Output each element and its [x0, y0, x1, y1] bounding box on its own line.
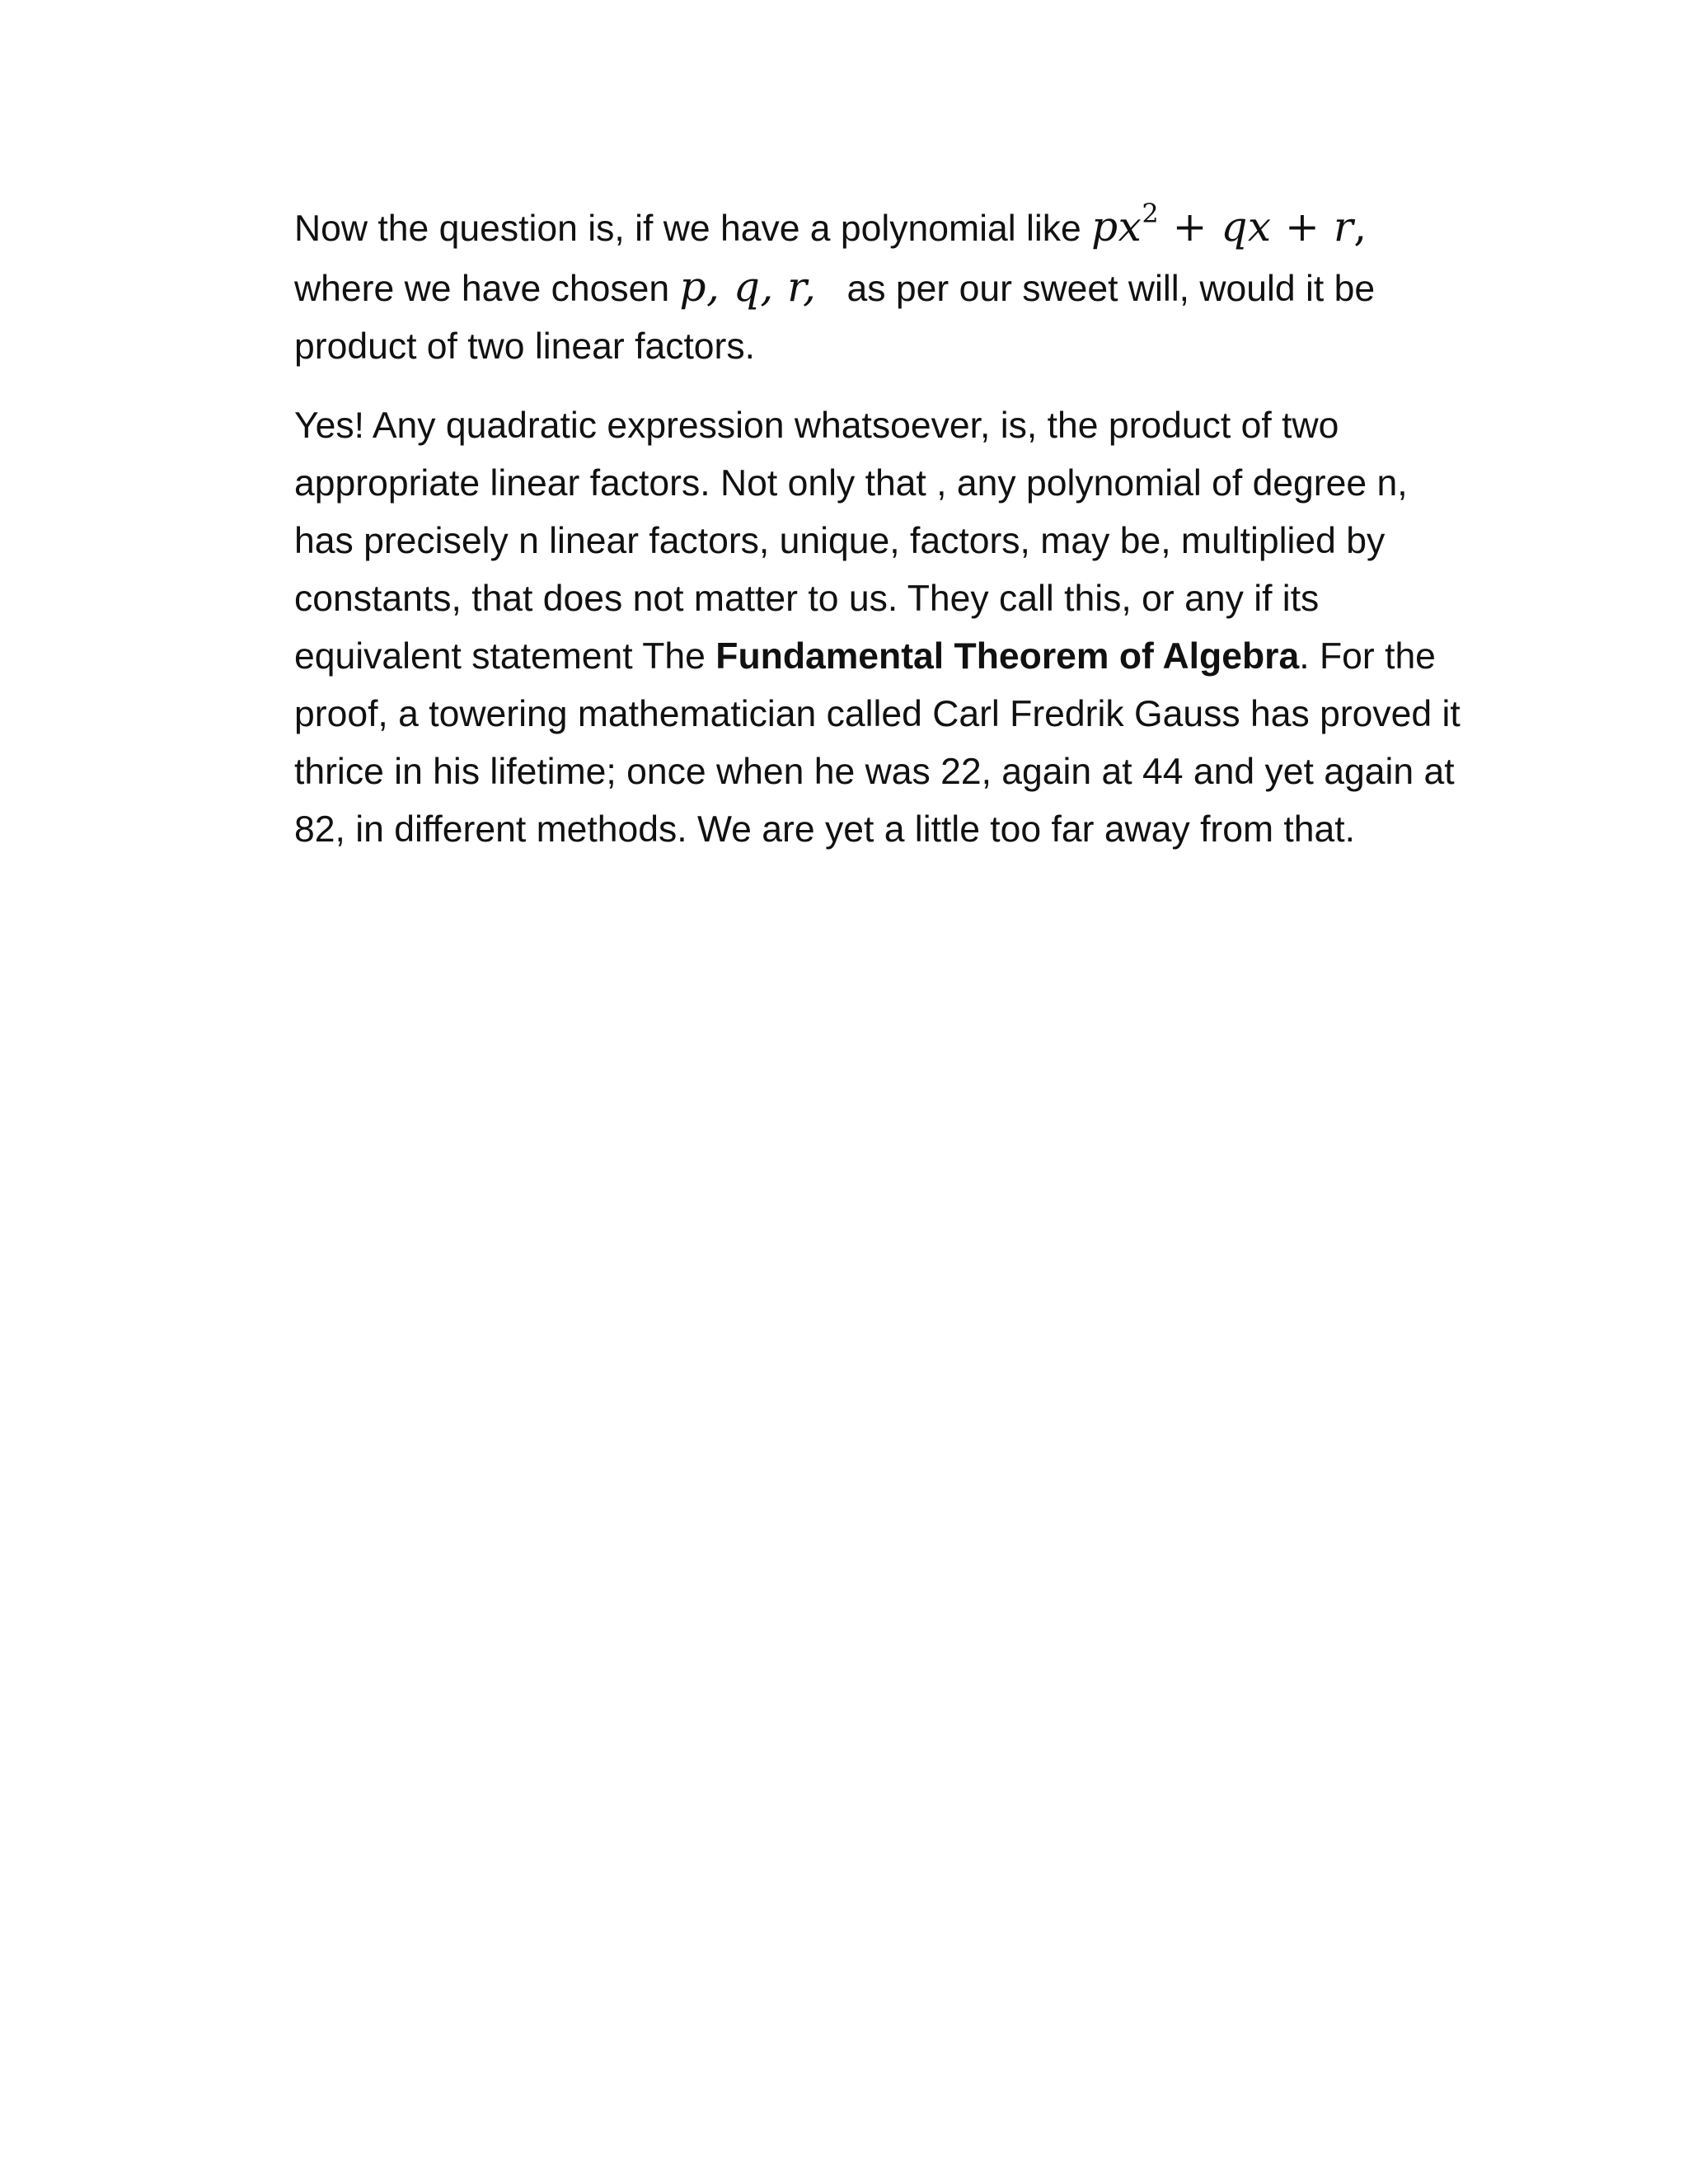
paragraph-question-text-middle: where we have chosen: [294, 269, 680, 309]
math-variables: p, q, r,: [679, 263, 817, 311]
document-body: [294, 198, 1465, 859]
polynomial-expression: [1091, 198, 1367, 251]
math-term-r: r: [1333, 203, 1354, 251]
paragraph-question-text-end: as per our sweet will, would it be product of two linear factors.: [294, 269, 1386, 367]
math-plus: +: [1271, 203, 1334, 251]
paragraph-answer-text-start: Yes! Any quadratic expression whatsoever, is, the product of two appropriate linear factors. Not only that , any polynomial of degree n, has precisely n linear factors, unique, factors, may be, multiplied by constants, that does not matter to us. They call this, or any if its equivalent statement The: [294, 405, 1408, 677]
theorem-name: Fundamental Theorem of Algebra: [715, 636, 1300, 677]
math-exponent: 2: [1142, 198, 1160, 230]
math-plus: +: [1159, 203, 1221, 251]
math-term-qx: qx: [1221, 203, 1272, 251]
math-comma: ,: [1353, 203, 1367, 251]
paragraph-question: [294, 198, 1465, 376]
paragraph-answer: [294, 397, 1465, 859]
math-term-px: px: [1091, 203, 1142, 251]
paragraph-answer-text-end: . For the proof, a towering mathematician called Carl Fredrik Gauss has proved it thrice in his lifetime; once when he was 22, again at 44 and yet again at 82, in different methods. We are yet a little too far away from that.: [294, 636, 1461, 850]
paragraph-question-text-start: Now the question is, if we have a polynomial like: [294, 209, 1092, 249]
